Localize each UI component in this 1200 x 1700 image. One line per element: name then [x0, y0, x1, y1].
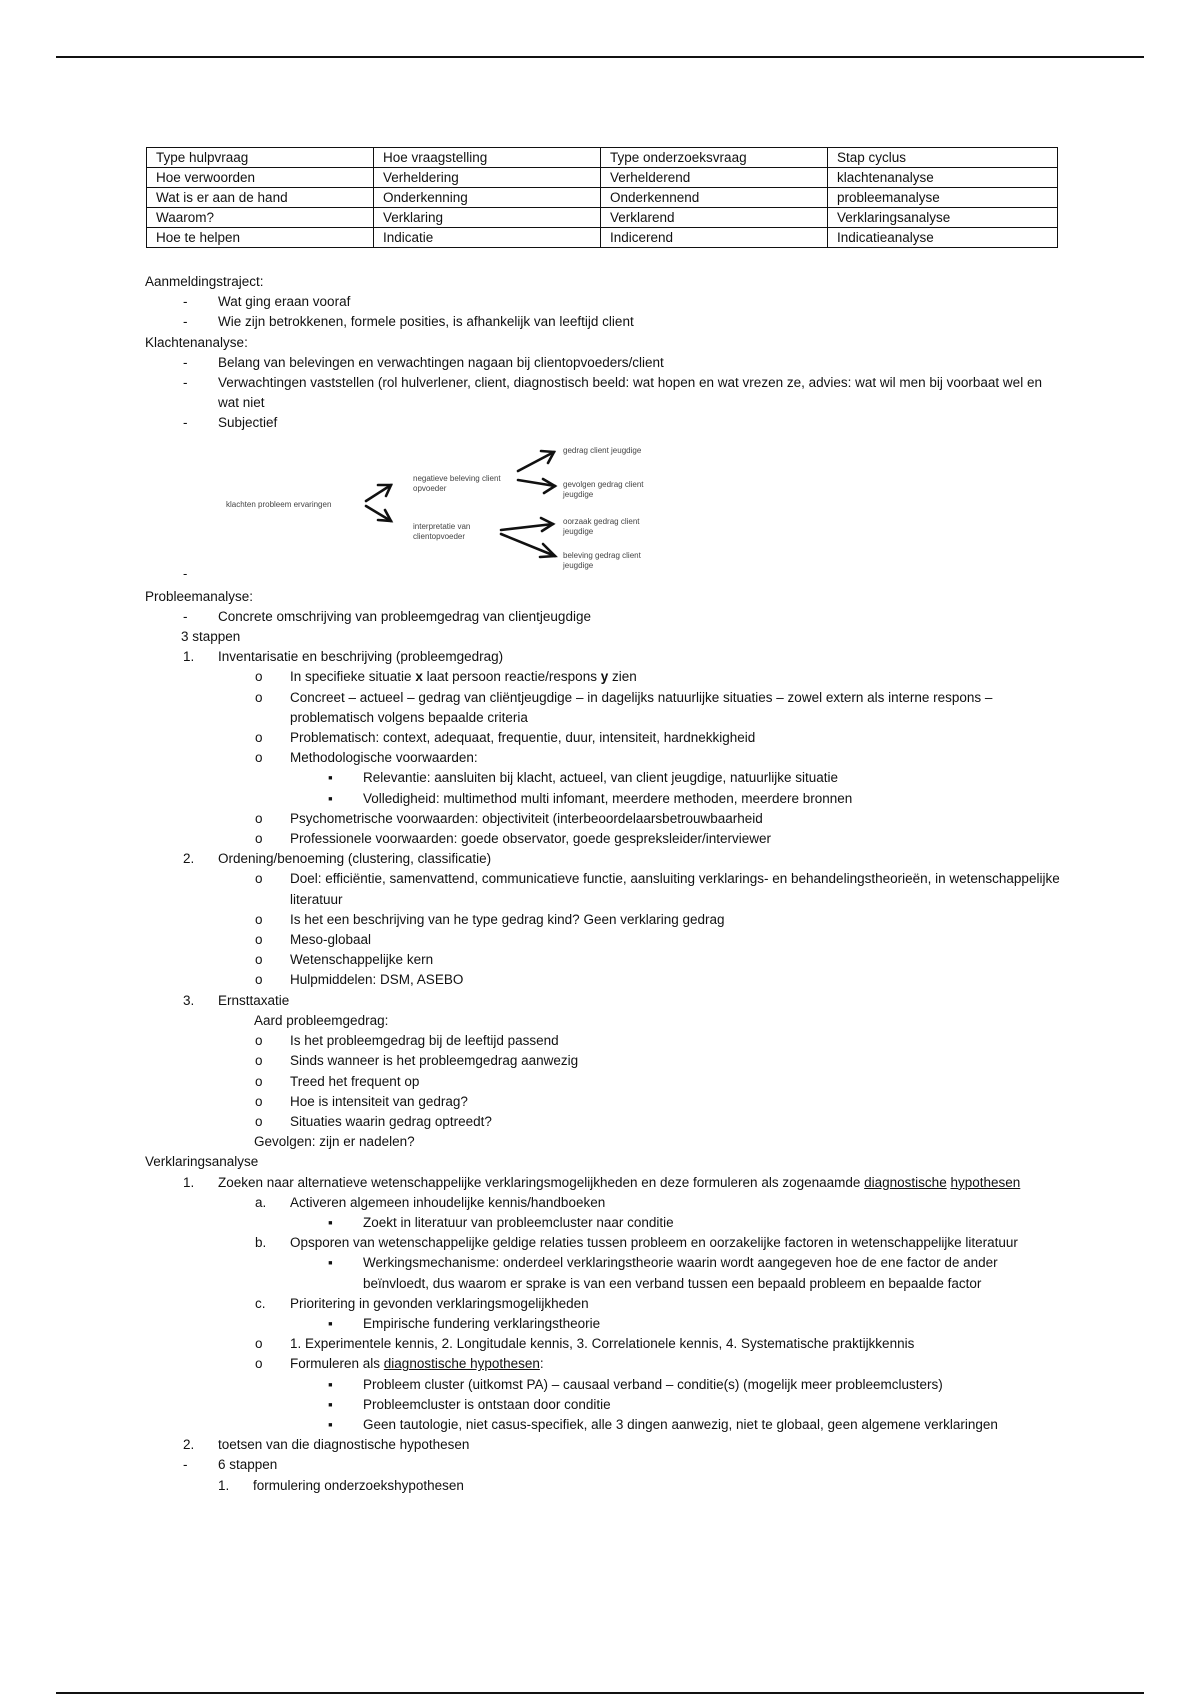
- list-item: o Treed het frequent op: [255, 1073, 420, 1089]
- numbered-item: 3. Ernsttaxatie: [183, 992, 290, 1008]
- table-cell: Wat is er aan de hand: [147, 188, 374, 208]
- list-item: ▪ Probleemcluster is ontstaan door conditie: [328, 1396, 611, 1412]
- section-heading-aanmelding: Aanmeldingstraject:: [145, 274, 264, 289]
- list-item: o Doel: efficiëntie, samenvattend, communicatieve functie, aansluiting verklarings- en behandelingstheorieën, in wetenschappelijke literatuur: [255, 871, 1060, 907]
- section-heading-verklaring: Verklaringsanalyse: [145, 1154, 259, 1170]
- section-heading-probleem: Probleemanalyse:: [145, 588, 254, 604]
- steps-label: 3 stappen: [181, 629, 241, 645]
- table-cell: Verklarend: [601, 208, 828, 228]
- table-cell: Verklaring: [374, 208, 601, 228]
- numbered-item: 1. formulering onderzoekshypothesen: [218, 1477, 464, 1493]
- sub-heading: Aard probleemgedrag:: [254, 1012, 389, 1028]
- list-item: ▪ Probleem cluster (uitkomst PA) – causaal verband – conditie(s) (mogelijk meer probleemclusters): [328, 1376, 943, 1392]
- diagram-node: beleving gedrag client jeugdige: [563, 550, 641, 570]
- table-row: [147, 188, 1058, 208]
- list-item: - Concrete omschrijving van probleemgedrag van clientjeugdige: [183, 608, 591, 624]
- lettered-item: c. Prioritering in gevonden verklaringsmogelijkheden: [255, 1295, 589, 1311]
- table-row: [147, 228, 1058, 248]
- footer-rule: [56, 1692, 1144, 1694]
- list-item: o Concreet – actueel – gedrag van cliëntjeugdige – in dagelijks natuurlijke situaties – zowel extern als interne respons – problematisch volgens bepaalde criteria: [255, 689, 993, 725]
- list-item: - Wat ging eraan vooraf: [183, 294, 351, 310]
- diagram-node: gedrag client jeugdige: [563, 445, 642, 455]
- complaint-diagram: [183, 434, 688, 587]
- table-cell: Verhelderend: [601, 168, 828, 188]
- lettered-item: b. Opsporen van wetenschappelijke geldige relaties tussen probleem en oorzakelijke factoren in wetenschappelijke literatuur: [255, 1235, 1018, 1251]
- table-cell: Stap cyclus: [828, 148, 1058, 168]
- diagram-node: oorzaak gedrag client jeugdige: [563, 516, 640, 536]
- sub-heading: Gevolgen: zijn er nadelen?: [254, 1134, 415, 1150]
- diagram-dash: -: [183, 565, 188, 581]
- table-cell: Indicatie: [374, 228, 601, 248]
- list-item: - Wie zijn betrokkenen, formele posities, is afhankelijk van leeftijd client: [183, 314, 634, 330]
- table-cell: Verheldering: [374, 168, 601, 188]
- list-item: o Wetenschappelijke kern: [255, 952, 434, 968]
- table-cell: probleemanalyse: [828, 188, 1058, 208]
- list-item: o Hoe is intensiteit van gedrag?: [255, 1093, 468, 1109]
- table-row: [147, 168, 1058, 188]
- table-cell: Hoe vraagstelling: [374, 148, 601, 168]
- table-row: [147, 208, 1058, 228]
- table-cell: Onderkenning: [374, 188, 601, 208]
- list-item: - Belang van belevingen en verwachtingen nagaan bij clientopvoeders/client: [183, 354, 664, 370]
- numbered-item: 2. Ordening/benoeming (clustering, classificatie): [183, 851, 492, 867]
- list-item: o Sinds wanneer is het probleemgedrag aanwezig: [255, 1053, 579, 1069]
- diagnostic-cycle-table: [146, 147, 1058, 248]
- list-item: o Meso-globaal: [255, 932, 372, 948]
- list-item: - 6 stappen: [183, 1457, 278, 1473]
- list-item: o Is het probleemgedrag bij de leeftijd passend: [255, 1033, 559, 1049]
- table-cell: Type hulpvraag: [147, 148, 374, 168]
- list-item: ▪ Empirische fundering verklaringstheorie: [328, 1315, 601, 1331]
- numbered-item: 2. toetsen van die diagnostische hypothesen: [183, 1437, 470, 1453]
- table-cell: Waarom?: [147, 208, 374, 228]
- list-item: - Verwachtingen vaststellen (rol hulverlener, client, diagnostisch beeld: wat hopen en wat vrezen ze, advies: wat wil men bij voorbaat wel en wat niet: [183, 375, 1042, 411]
- list-item: o Is het een beschrijving van he type gedrag kind? Geen verklaring gedrag: [255, 911, 725, 927]
- document-body: [145, 272, 1065, 1496]
- list-item: o Psychometrische voorwaarden: objectiviteit (interbeoordelaarsbetrouwbaarheid: [255, 810, 763, 826]
- lettered-item: a. Activeren algemeen inhoudelijke kennis/handboeken: [255, 1194, 606, 1210]
- list-item: o Professionele voorwaarden: goede observator, goede gespreksleider/interviewer: [255, 831, 772, 847]
- list-item: ▪ Relevantie: aansluiten bij klacht, actueel, van client jeugdige, natuurlijke situatie: [328, 770, 839, 786]
- table-cell: Hoe te helpen: [147, 228, 374, 248]
- list-item: o Formuleren als diagnostische hypothesen:: [255, 1356, 544, 1372]
- numbered-item: 1. Inventarisatie en beschrijving (probleemgedrag): [183, 649, 504, 665]
- table-cell: Indicatieanalyse: [828, 228, 1058, 248]
- list-item: o 1. Experimentele kennis, 2. Longitudale kennis, 3. Correlationele kennis, 4. Systematische praktijkkennis: [255, 1336, 915, 1352]
- list-item: ▪ Volledigheid: multimethod multi infomant, meerdere methoden, meerdere bronnen: [328, 790, 853, 806]
- table-cell: Hoe verwoorden: [147, 168, 374, 188]
- list-item: ▪ Zoekt in literatuur van probleemcluster naar conditie: [328, 1214, 674, 1230]
- list-item: o Problematisch: context, adequaat, frequentie, duur, intensiteit, hardnekkigheid: [255, 730, 756, 746]
- diagram-node: gevolgen gedrag client jeugdige: [563, 479, 644, 499]
- list-item: o In specifieke situatie x laat persoon reactie/respons y zien: [255, 669, 637, 685]
- list-item: o Situaties waarin gedrag optreedt?: [255, 1113, 492, 1129]
- diagram-node: interpretatie van clientopvoeder: [413, 521, 471, 541]
- table-cell: Indicerend: [601, 228, 828, 248]
- list-item: o Methodologische voorwaarden:: [255, 750, 478, 766]
- list-item: ▪ Werkingsmechanisme: onderdeel verklaringstheorie waarin wordt aangegeven hoe de ene factor de ander beïnvloedt, dus waarom er sprake is van een verband tussen een bepaald probleem en bepaalde factor: [328, 1255, 998, 1291]
- table-cell: klachtenanalyse: [828, 168, 1058, 188]
- numbered-item: 1. Zoeken naar alternatieve wetenschappelijke verklaringsmogelijkheden en deze formuleren als zogenaamde diagnostische hypothesen: [183, 1174, 1021, 1190]
- section-heading-klachten: Klachtenanalyse:: [145, 334, 248, 350]
- table-cell: Verklaringsanalyse: [828, 208, 1058, 228]
- diagram-root: klachten probleem ervaringen: [226, 499, 332, 509]
- table-header-row: [147, 148, 1058, 168]
- table-cell: Onderkennend: [601, 188, 828, 208]
- list-item: ▪ Geen tautologie, niet casus-specifiek, alle 3 dingen aanwezig, niet te globaal, geen algemene verklaringen: [328, 1416, 998, 1432]
- diagram-node: negatieve beleving client opvoeder: [413, 473, 501, 493]
- list-item: - Subjectief: [183, 415, 278, 431]
- header-rule: [56, 56, 1144, 58]
- list-item: o Hulpmiddelen: DSM, ASEBO: [255, 972, 464, 988]
- table-cell: Type onderzoeksvraag: [601, 148, 828, 168]
